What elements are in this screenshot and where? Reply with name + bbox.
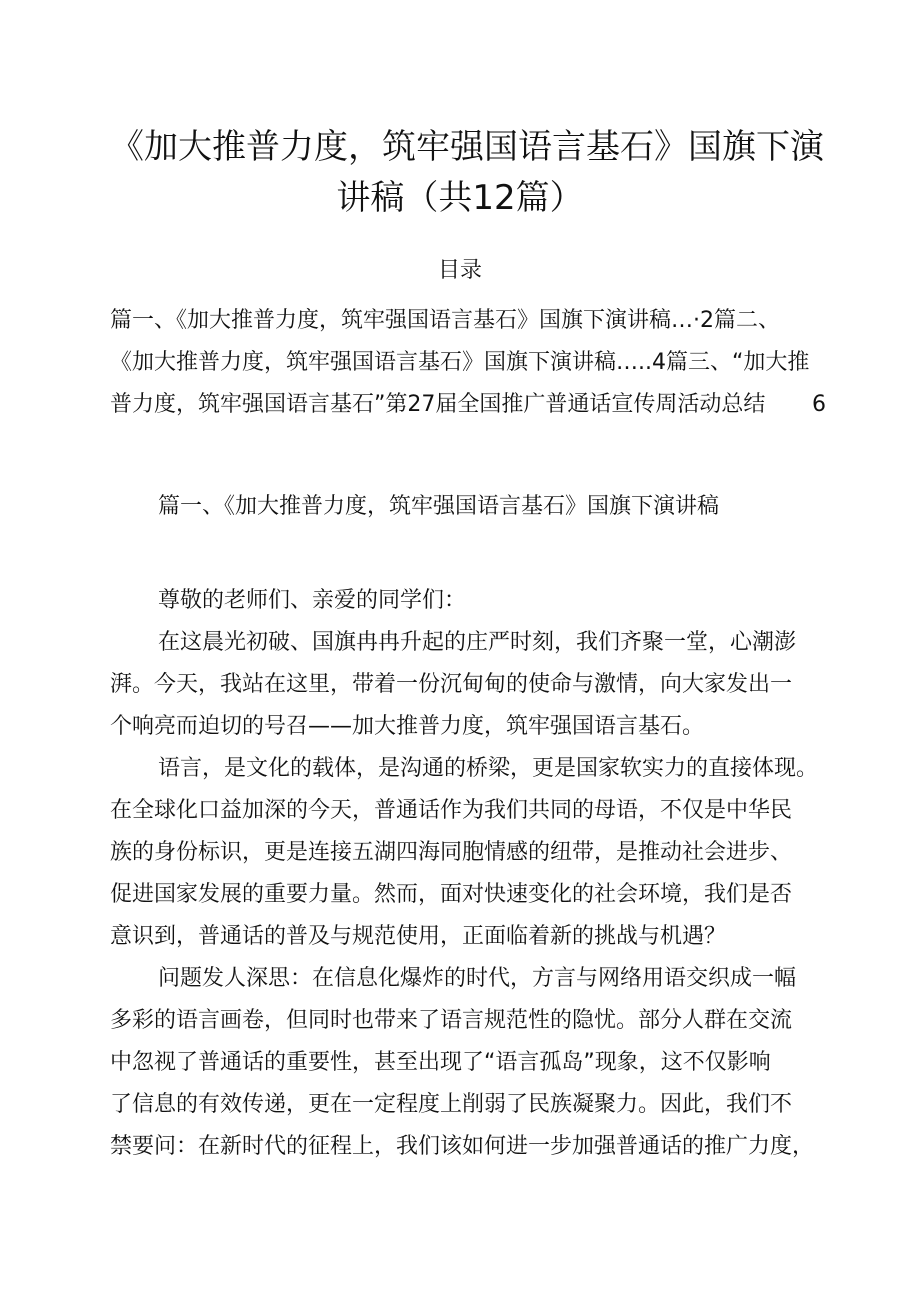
document-title	[110, 122, 824, 224]
toc-line[interactable]	[110, 384, 830, 426]
paragraph-2-line: 在全球化口益加深的今天，普通话作为我们共同的母语，不仅是中华民	[110, 798, 793, 823]
title-line-1: 《加大推普力度，筑牢强国语言基石》国旗下演	[110, 127, 824, 167]
title-line-2: 讲稿（共12篇）	[336, 178, 584, 218]
toc-heading: 目录	[437, 258, 482, 283]
speech-body	[110, 580, 830, 1168]
toc-line[interactable]: 《加大推普力度，筑牢强国语言基石》国旗下演讲稿…..4篇三、“加大推	[110, 350, 810, 375]
paragraph-3-line: 中忽视了普通话的重要性，甚至出现了“语言孤岛”现象，这不仅影响	[110, 1050, 771, 1075]
paragraph-2-line: 意识到，普通话的普及与规范使用，正面临着新的挑战与机遇？	[110, 924, 727, 949]
section-heading: 篇一、《加大推普力度，筑牢强国语言基石》国旗下演讲稿	[158, 494, 720, 519]
paragraph-3-line: 禁要问：在新时代的征程上，我们该如何进一步加强普通话的推广力度，	[110, 1134, 815, 1159]
paragraph-1-line: 在这晨光初破、国旗冉冉升起的庄严时刻，我们齐聚一堂，心潮澎	[158, 630, 797, 655]
paragraph-3-line: 多彩的语言画卷，但同时也带来了语言规范性的隐忧。部分人群在交流	[110, 1008, 793, 1033]
toc-page-number: 6	[812, 392, 826, 417]
paragraph-2-line: 语言，是文化的载体，是沟通的桥梁，更是国家软实力的直接体现。	[158, 756, 819, 781]
toc-line[interactable]: 篇一、《加大推普力度，筑牢强国语言基石》国旗下演讲稿…·2篇二、	[110, 308, 780, 333]
toc-line-text: 普力度，筑牢强国语言基石”第27届全国推广普通话宣传周活动总结	[110, 392, 766, 417]
paragraph-1-line: 湃。今天，我站在这里，带着一份沉甸甸的使命与激情，向大家发出一	[110, 672, 793, 697]
salutation: 尊敬的老师们、亲爱的同学们：	[158, 588, 467, 613]
paragraph-1-line: 个响亮而迫切的号召——加大推普力度，筑牢强国语言基石。	[110, 714, 705, 739]
table-of-contents	[110, 300, 830, 426]
paragraph-2-line: 族的身份标识，更是连接五湖四海同胞情感的纽带，是推动社会进步、	[110, 840, 793, 865]
paragraph-2-line: 促进国家发展的重要力量。然而，面对快速变化的社会环境，我们是否	[110, 882, 793, 907]
paragraph-3-line: 问题发人深思：在信息化爆炸的时代，方言与网络用语交织成一幅	[158, 966, 797, 991]
paragraph-3-line: 了信息的有效传递，更在一定程度上削弱了民族凝聚力。因此，我们不	[110, 1092, 793, 1117]
